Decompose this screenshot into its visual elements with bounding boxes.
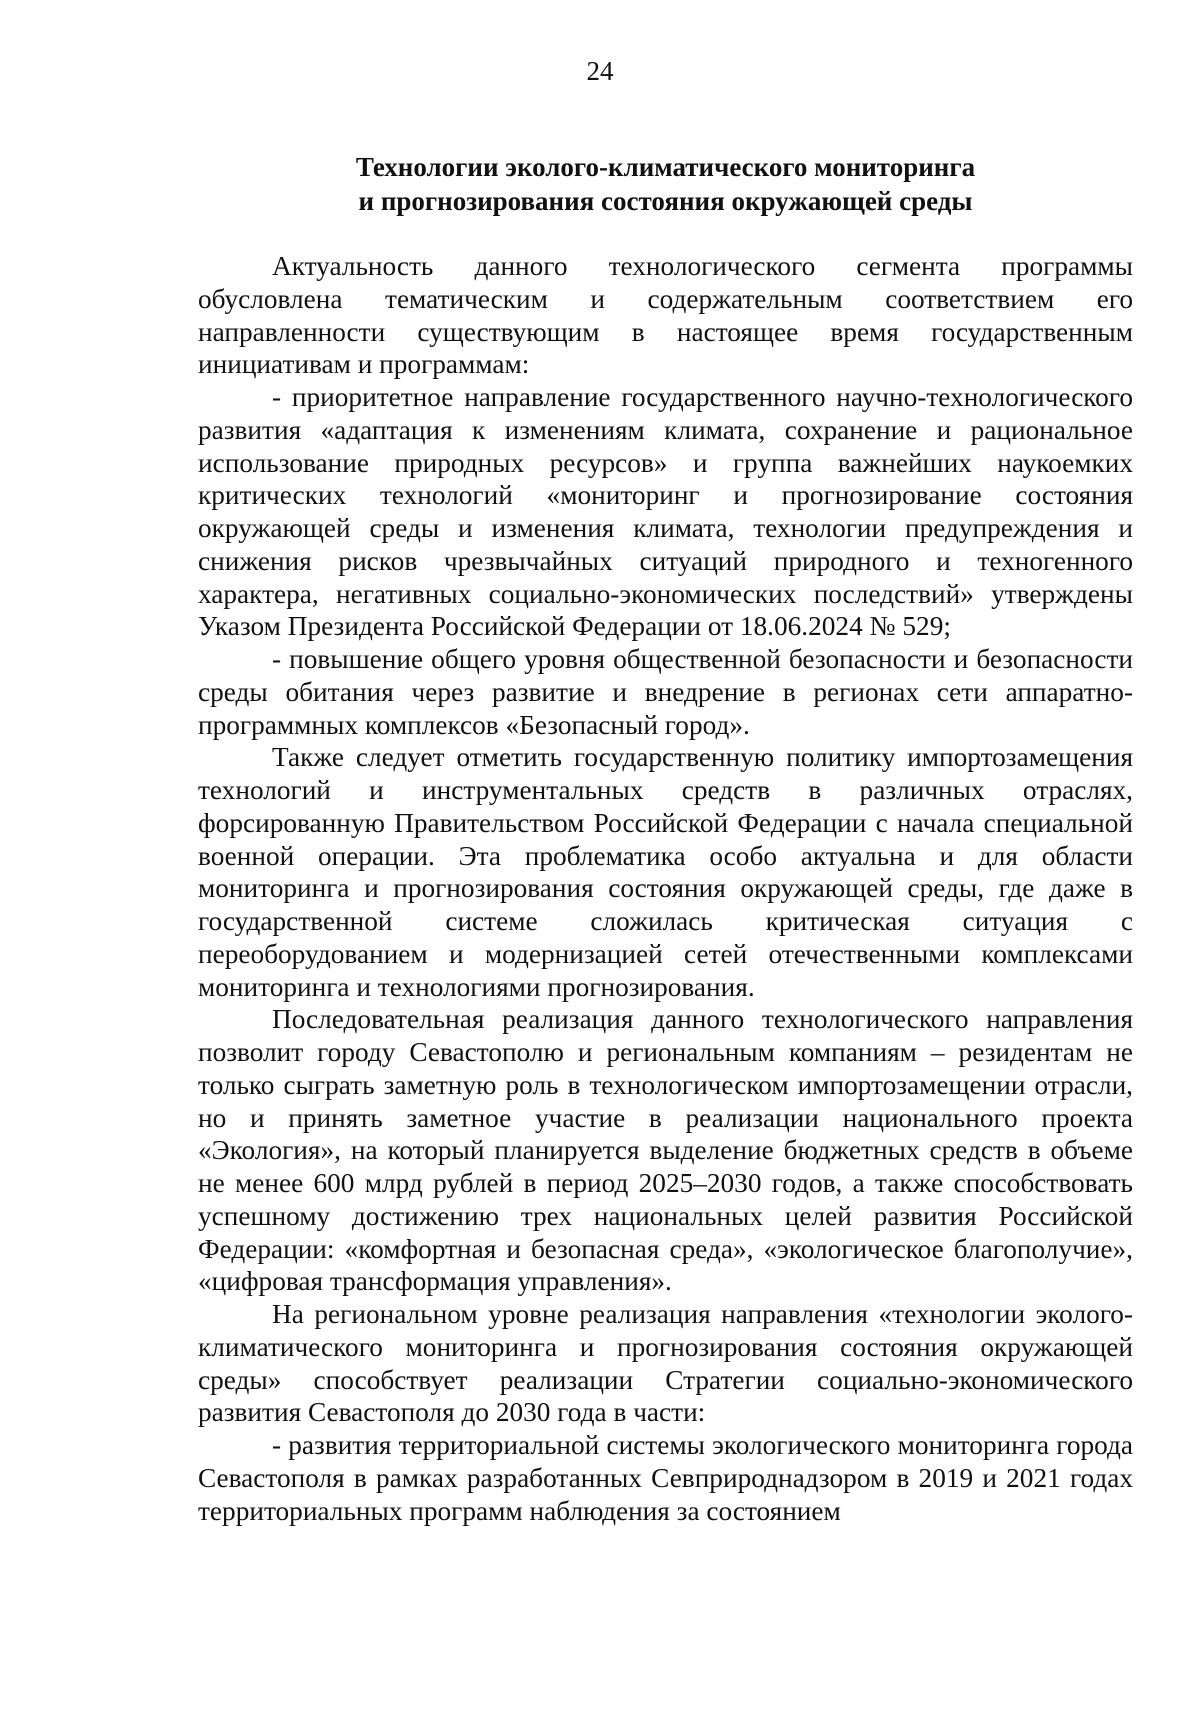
- heading-line-2: и прогнозирования состояния окружающей среды: [358, 186, 973, 216]
- list-item-safe-city: - повышение общего уровня общественной безопасности и безопасности среды обитания через развитие и внедрение в регионах сети аппаратно-программных комплексов «Безопасный город».: [198, 644, 1133, 740]
- paragraph-implementation: Последовательная реализация данного технологического направления позволит городу Севастополю и региональным компаниям – резидентам не только сыграть заметную роль в технологическом импортозамещении отрасли, но и принять заметное участие в реализации национального проекта «Экология», на который планируется выделение бюджетных средств в объеме не менее 600 млрд рублей в период 2025–2030 годов, а также способствовать успешному достижению трех национальных целей развития Российской Федерации: «комфортная и безопасная среда», «экологическое благополучие», «цифровая трансформация управления».: [198, 1004, 1133, 1297]
- document-body: [198, 250, 1133, 1527]
- section-heading: [198, 150, 1133, 218]
- paragraph-relevance: Актуальность данного технологического сегмента программы обусловлена тематическим и содержательным соответствием его направленности существующим в настоящее время государственным инициативам и программам:: [198, 251, 1133, 380]
- paragraph-import-substitution: Также следует отметить государственную политику импортозамещения технологий и инструментальных средств в различных отраслях, форсированную Правительством Российской Федерации с начала специальной военной операции. Эта проблематика особо актуальна и для области мониторинга и прогнозирования состояния окружающей среды, где даже в государственной системе сложилась критическая ситуация с переоборудованием и модернизацией сетей отечественными комплексами мониторинга и технологиями прогнозирования.: [198, 742, 1133, 1002]
- paragraph-regional-level: На региональном уровне реализация направления «технологии эколого-климатического мониторинга и прогнозирования состояния окружающей среды» способствует реализации Стратегии социально-экономического развития Севастополя до 2030 года в части:: [198, 1299, 1133, 1428]
- list-item-territorial-monitoring: - развития территориальной системы экологического мониторинга города Севастополя в рамках разработанных Севприроднадзором в 2019 и 2021 годах территориальных программ наблюдения за состоянием: [198, 1430, 1133, 1526]
- heading-line-1: Технологии эколого-климатического мониторинга: [355, 152, 976, 182]
- page-number: 24: [586, 56, 614, 86]
- list-item-priority-direction: - приоритетное направление государственного научно-технологического развития «адаптация к изменениям климата, сохранение и рациональное использование природных ресурсов» и группа важнейших наукоемких критических технологий «мониторинг и прогнозирование состояния окружающей среды и изменения климата, технологии предупреждения и снижения рисков чрезвычайных ситуаций природного и техногенного характера, негативных социально-экономических последствий» утверждены Указом Президента Российской Федерации от 18.06.2024 № 529;: [198, 382, 1133, 642]
